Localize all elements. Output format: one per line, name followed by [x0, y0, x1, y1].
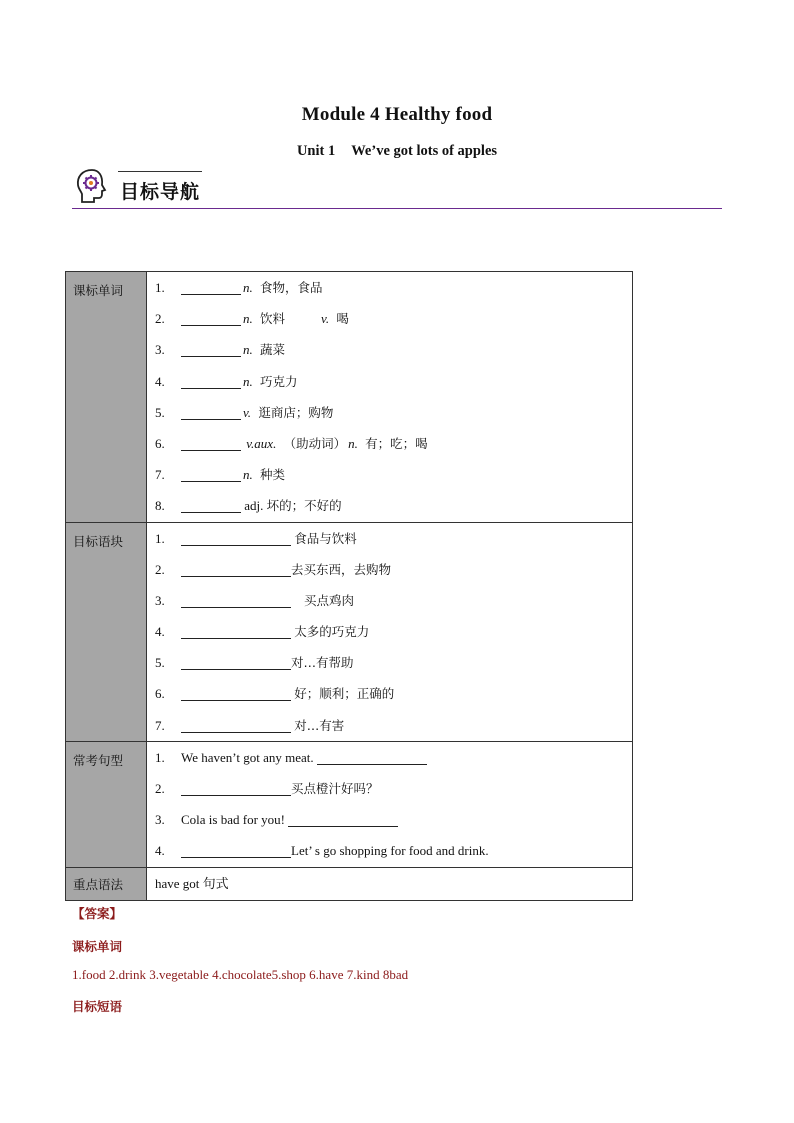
vocab-row	[155, 459, 632, 490]
part-of-speech: n.	[348, 435, 358, 451]
row-number: 2.	[155, 311, 165, 327]
row-number: 3.	[155, 592, 165, 608]
answer-blank[interactable]	[181, 436, 241, 451]
answer-blank[interactable]	[181, 686, 291, 701]
grammar-text: have got 句式	[147, 867, 633, 900]
answer-blank[interactable]	[181, 280, 241, 295]
vocab-section	[66, 272, 633, 523]
answers-vocab-heading: 课标单词	[72, 939, 123, 954]
row-number: 4.	[155, 843, 165, 859]
phrase-row	[155, 554, 632, 585]
answer-blank[interactable]	[181, 718, 291, 733]
answers-phrases-heading: 目标短语	[72, 999, 123, 1014]
sentence-text: We haven’t got any meat.	[181, 749, 314, 765]
page-subtitle	[0, 143, 794, 160]
row-number: 4.	[155, 624, 165, 640]
sentence-text: 买点橙汁好吗？	[291, 781, 379, 796]
vocab-label: 课标单词	[66, 272, 147, 523]
part-of-speech: n.	[243, 342, 253, 358]
vocab-row	[155, 490, 632, 521]
row-number: 7.	[155, 717, 165, 733]
answer-blank[interactable]	[181, 467, 241, 482]
study-table	[65, 271, 633, 901]
phrases-section	[66, 522, 633, 741]
row-number: 5.	[155, 404, 165, 420]
part-of-speech: n.	[243, 467, 253, 483]
vocab-row	[155, 334, 632, 365]
lesson-title: We’ve got lots of apples	[351, 143, 498, 159]
part-of-speech: n.	[243, 373, 253, 389]
phrase-row	[155, 523, 632, 554]
section-banner	[72, 165, 722, 209]
meaning: 食物，食品	[260, 280, 323, 295]
answer-blank[interactable]	[317, 750, 427, 765]
part-of-speech: n.	[243, 311, 253, 327]
vocab-row	[155, 303, 632, 334]
row-number: 3.	[155, 812, 165, 828]
meaning: 喝	[336, 311, 349, 327]
answer-blank[interactable]	[181, 342, 241, 357]
meaning: 有；吃；喝	[365, 435, 428, 451]
answer-blank[interactable]	[181, 843, 291, 858]
row-number: 3.	[155, 342, 165, 358]
meaning: 好；顺利；正确的	[294, 686, 395, 702]
meaning: 饮料	[260, 311, 286, 327]
vocab-row	[155, 366, 632, 397]
answer-blank[interactable]	[181, 531, 291, 546]
vocab-row	[155, 397, 632, 428]
banner-label: 目标导航	[120, 181, 201, 203]
phrase-row	[155, 678, 632, 709]
vocab-row	[155, 428, 632, 459]
row-number: 7.	[155, 467, 165, 483]
sentence-row	[155, 835, 632, 866]
answer-blank[interactable]	[181, 405, 241, 420]
row-number: 5.	[155, 655, 165, 671]
phrase-row	[155, 585, 632, 616]
phrase-row	[155, 647, 632, 678]
meaning: （助动词）	[283, 435, 347, 451]
sentence-row	[155, 773, 632, 804]
vocab-row	[155, 272, 632, 303]
part-of-speech: v.	[243, 404, 252, 420]
page-title: Module 4 Healthy food	[301, 104, 493, 125]
answers-vocab-line: 1.food 2.drink 3.vegetable 4.chocolate5.shop 6.have 7.kind 8bad	[72, 967, 409, 982]
part-of-speech: n.	[243, 280, 253, 295]
meaning: 种类	[260, 467, 286, 483]
answer-blank[interactable]	[181, 624, 291, 639]
part-of-speech: v.aux.	[246, 435, 277, 451]
sentence-text: Cola is bad for you!	[181, 812, 285, 828]
sentences-items	[147, 741, 633, 867]
row-number: 4.	[155, 373, 165, 389]
phrase-row	[155, 710, 632, 741]
sentence-row	[155, 742, 632, 773]
row-number: 8.	[155, 498, 165, 514]
meaning: 买点鸡肉	[304, 592, 355, 608]
answers-heading: 【答案】	[72, 906, 123, 921]
answer-blank[interactable]	[181, 655, 291, 670]
meaning: 太多的巧克力	[294, 624, 370, 640]
head-gear-icon	[74, 167, 110, 205]
meaning: 逛商店；购物	[258, 404, 334, 420]
part-of-speech: adj.	[244, 498, 264, 514]
row-number: 1.	[155, 749, 165, 765]
vocab-items	[147, 272, 633, 523]
row-number: 6.	[155, 435, 165, 451]
meaning: 巧克力	[260, 373, 298, 389]
sentences-label: 常考句型	[66, 741, 147, 867]
phrases-items	[147, 522, 633, 741]
phrase-row	[155, 616, 632, 647]
banner-topline	[118, 171, 202, 172]
meaning: 对…有帮助	[291, 655, 354, 671]
answer-blank[interactable]	[181, 311, 241, 326]
sentences-section	[66, 741, 633, 867]
sentence-row	[155, 804, 632, 835]
banner-rule	[72, 208, 722, 210]
answer-blank[interactable]	[181, 374, 241, 389]
meaning: 蔬菜	[260, 342, 286, 358]
answer-blank[interactable]	[288, 812, 398, 827]
phrases-label: 目标语块	[66, 522, 147, 741]
row-number: 2.	[155, 561, 165, 577]
meaning: 对…有害	[294, 717, 345, 733]
answer-blank[interactable]	[181, 781, 291, 796]
row-number: 1.	[155, 280, 165, 295]
row-number: 2.	[155, 781, 165, 796]
meaning: 食品与饮料	[294, 530, 357, 546]
answer-blank[interactable]	[181, 562, 291, 577]
unit-label: Unit 1	[296, 143, 336, 159]
meaning: 去买东西，去购物	[291, 561, 392, 577]
sentence-text: Let’ s go shopping for food and drink.	[291, 843, 489, 859]
answer-blank[interactable]	[181, 498, 241, 513]
row-number: 6.	[155, 686, 165, 702]
row-number: 1.	[155, 530, 165, 546]
answer-blank[interactable]	[181, 593, 291, 608]
grammar-section	[66, 867, 633, 900]
part-of-speech: v.	[321, 311, 330, 327]
grammar-label: 重点语法	[66, 867, 147, 900]
meaning: 坏的；不好的	[266, 498, 342, 514]
